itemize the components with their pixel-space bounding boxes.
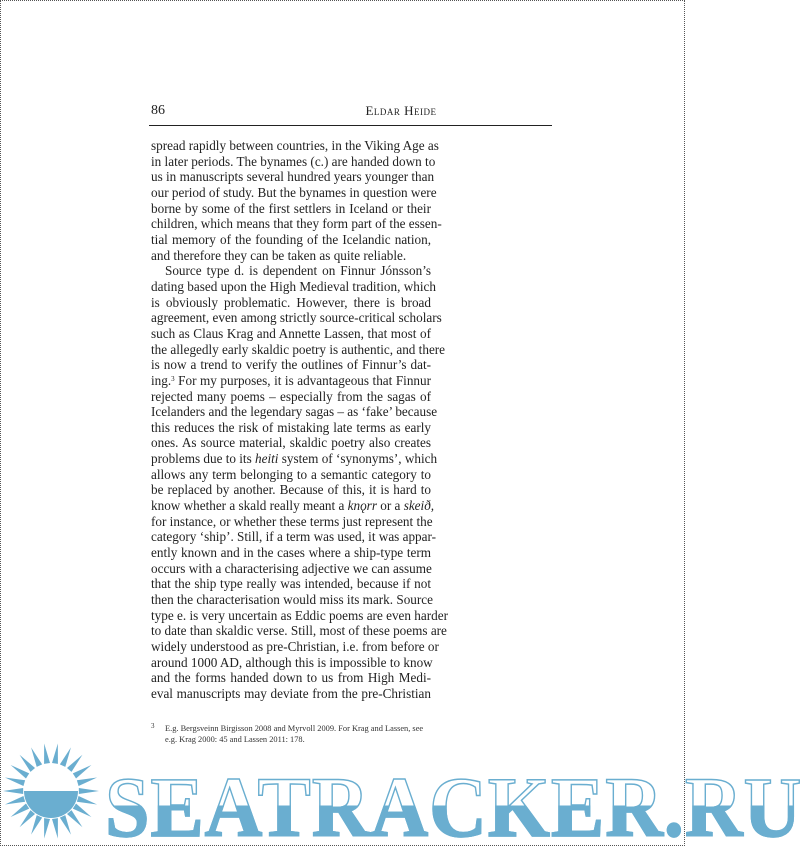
text-segment: dating based upon the High Medieval tradition, which <box>151 278 436 294</box>
body-line <box>151 138 439 154</box>
sun-ray <box>52 818 58 838</box>
body-line <box>151 341 446 358</box>
sun-ray <box>5 777 25 786</box>
text-segment: ing. <box>151 372 172 388</box>
body-line <box>151 169 435 185</box>
page-number: 86 <box>151 103 165 118</box>
body-line <box>151 295 431 311</box>
body-line <box>151 592 431 608</box>
body-line <box>151 467 431 483</box>
text-segment: type e. is very uncertain as Eddic poems are even harder <box>151 607 448 623</box>
body-line <box>151 623 447 639</box>
body-line <box>151 482 431 498</box>
text-segment: agreement, even among strictly source-critical scholars <box>151 310 442 326</box>
text-segment: our period of study. But the bynames in question were <box>151 184 437 200</box>
text-segment: occurs with a characterising adjective we can assume <box>151 560 432 576</box>
text-segment: borne by some of the first settlers in Iceland or their <box>151 200 431 216</box>
footnote-text: E.g. Bergsveinn Birgisson 2008 and Myrvoll 2009. For Krag and Lassen, see e.g. Krag 2000: 45 and Lassen 2011: 178. <box>165 724 424 744</box>
sun-ray <box>73 804 92 817</box>
body-line <box>151 248 431 264</box>
text-segment: heiti <box>255 451 279 467</box>
body-line <box>151 153 436 170</box>
body-line <box>151 545 431 561</box>
text-segment: and therefore they can be taken as quite reliable. <box>151 247 407 263</box>
body-line <box>151 357 431 373</box>
sun-ray <box>44 743 50 763</box>
body-line <box>151 686 431 702</box>
body-line <box>151 310 442 326</box>
sun-ray <box>20 810 35 827</box>
sun-ray <box>31 815 42 835</box>
text-segment: widely understood as pre-Christian, i.e. from before or <box>151 639 439 654</box>
text-segment: problems due to its <box>151 451 256 467</box>
sun-ray <box>67 755 82 772</box>
body-line <box>151 451 438 467</box>
text-segment: that the ship type really was intended, because if not <box>151 576 431 592</box>
sun-ray <box>77 796 97 805</box>
sun-ray <box>11 765 30 778</box>
sun-ray <box>67 810 82 827</box>
text-segment: us in manuscripts several hundred years younger than <box>151 169 435 185</box>
body-line <box>151 263 431 279</box>
footnote-mark: 3 <box>151 722 155 730</box>
sun-ray <box>52 743 58 763</box>
text-segment: is now a trend to verify the outlines of Finnur’s dat- <box>151 357 431 373</box>
body-line <box>151 420 431 436</box>
body-line <box>151 201 431 217</box>
text-segment: this reduces the risk of mistaking late terms as early <box>151 419 431 435</box>
body-line <box>151 576 431 592</box>
sun-ray <box>79 788 99 794</box>
text-segment: tial memory of the founding of the Icelandic nation, <box>151 231 431 247</box>
sun-ray <box>3 788 23 794</box>
header-rule <box>149 125 552 126</box>
body-line <box>151 435 431 451</box>
body-line <box>151 607 448 624</box>
body-line <box>151 184 437 201</box>
text-segment: such as Claus Krag and Annette Lassen, that most of <box>151 325 431 341</box>
sun-ray <box>73 765 92 778</box>
text-segment: be replaced by another. Because of this, it is hard to <box>151 482 431 498</box>
body-line <box>151 514 431 530</box>
body-text <box>151 138 448 702</box>
sun-ray <box>11 804 30 817</box>
text-segment: in later periods. The bynames (c.) are handed down to <box>151 153 436 169</box>
sun-ray <box>44 818 50 838</box>
body-line <box>151 670 431 686</box>
text-segment: is obviously problematic. However, there is broad <box>151 294 431 310</box>
text-segment: knǫrr <box>347 498 377 514</box>
text-segment: allows any term belonging to a semantic category to <box>151 466 431 482</box>
sun-ray <box>31 747 42 767</box>
text-segment: and the forms handed down to us from High Medi- <box>151 670 431 686</box>
text-segment: Icelanders and the legendary sagas – as ‘fake’ because <box>151 404 438 420</box>
sun-ray <box>60 815 71 835</box>
footnote-reference: 3 <box>171 374 175 383</box>
text-segment: or a <box>376 498 404 514</box>
body-line <box>151 278 436 295</box>
sun-ray <box>20 755 35 772</box>
body-line <box>151 639 439 655</box>
text-segment: around 1000 AD, although this is impossible to know <box>151 654 433 670</box>
text-segment: For my purposes, it is advantageous that Finnur <box>174 372 431 388</box>
body-line <box>151 655 431 671</box>
text-segment: the allegedly early skaldic poetry is authentic, and there <box>151 341 446 357</box>
body-line <box>151 529 437 545</box>
body-line <box>151 373 431 389</box>
text-segment: ones. As source material, skaldic poetry also creates <box>151 435 431 451</box>
footnote <box>151 723 436 745</box>
text-segment: to date than skaldic verse. Still, most of these poems are <box>151 623 447 639</box>
body-line <box>151 498 435 514</box>
text-segment: category ‘ship’. Still, if a term was used, it was appar- <box>151 529 437 545</box>
text-segment: eval manuscripts may deviate from the pre-Christian <box>151 685 431 701</box>
body-line <box>151 561 431 577</box>
watermark-text: SEATRACKER.RU <box>105 759 802 855</box>
body-line <box>151 404 438 420</box>
text-segment: for instance, or whether these terms just represent the <box>151 513 433 529</box>
text-segment: spread rapidly between countries, in the Viking Age as <box>151 138 439 153</box>
text-segment: then the characterisation would miss its mark. Source <box>151 592 433 608</box>
body-line <box>151 389 431 405</box>
text-segment: ently known and in the cases where a ship-type term <box>151 545 431 561</box>
text-segment: Source type d. is dependent on Finnur Jónsson’s <box>165 263 431 279</box>
text-segment: system of ‘synonyms’, which <box>278 451 438 467</box>
sun-ray <box>5 796 25 805</box>
body-line <box>151 232 431 248</box>
text-segment: know whether a skald really meant a <box>151 498 348 514</box>
text-segment: rejected many poems – especially from the sagas of <box>151 388 431 404</box>
body-line <box>151 216 442 232</box>
sun-ray <box>60 747 71 767</box>
running-head: Eldar Heide <box>365 103 437 118</box>
text-segment: children, which means that they form part of the essen- <box>151 216 442 232</box>
text-segment: skeið, <box>403 498 435 514</box>
body-line <box>151 326 431 342</box>
sun-ray <box>77 777 97 786</box>
